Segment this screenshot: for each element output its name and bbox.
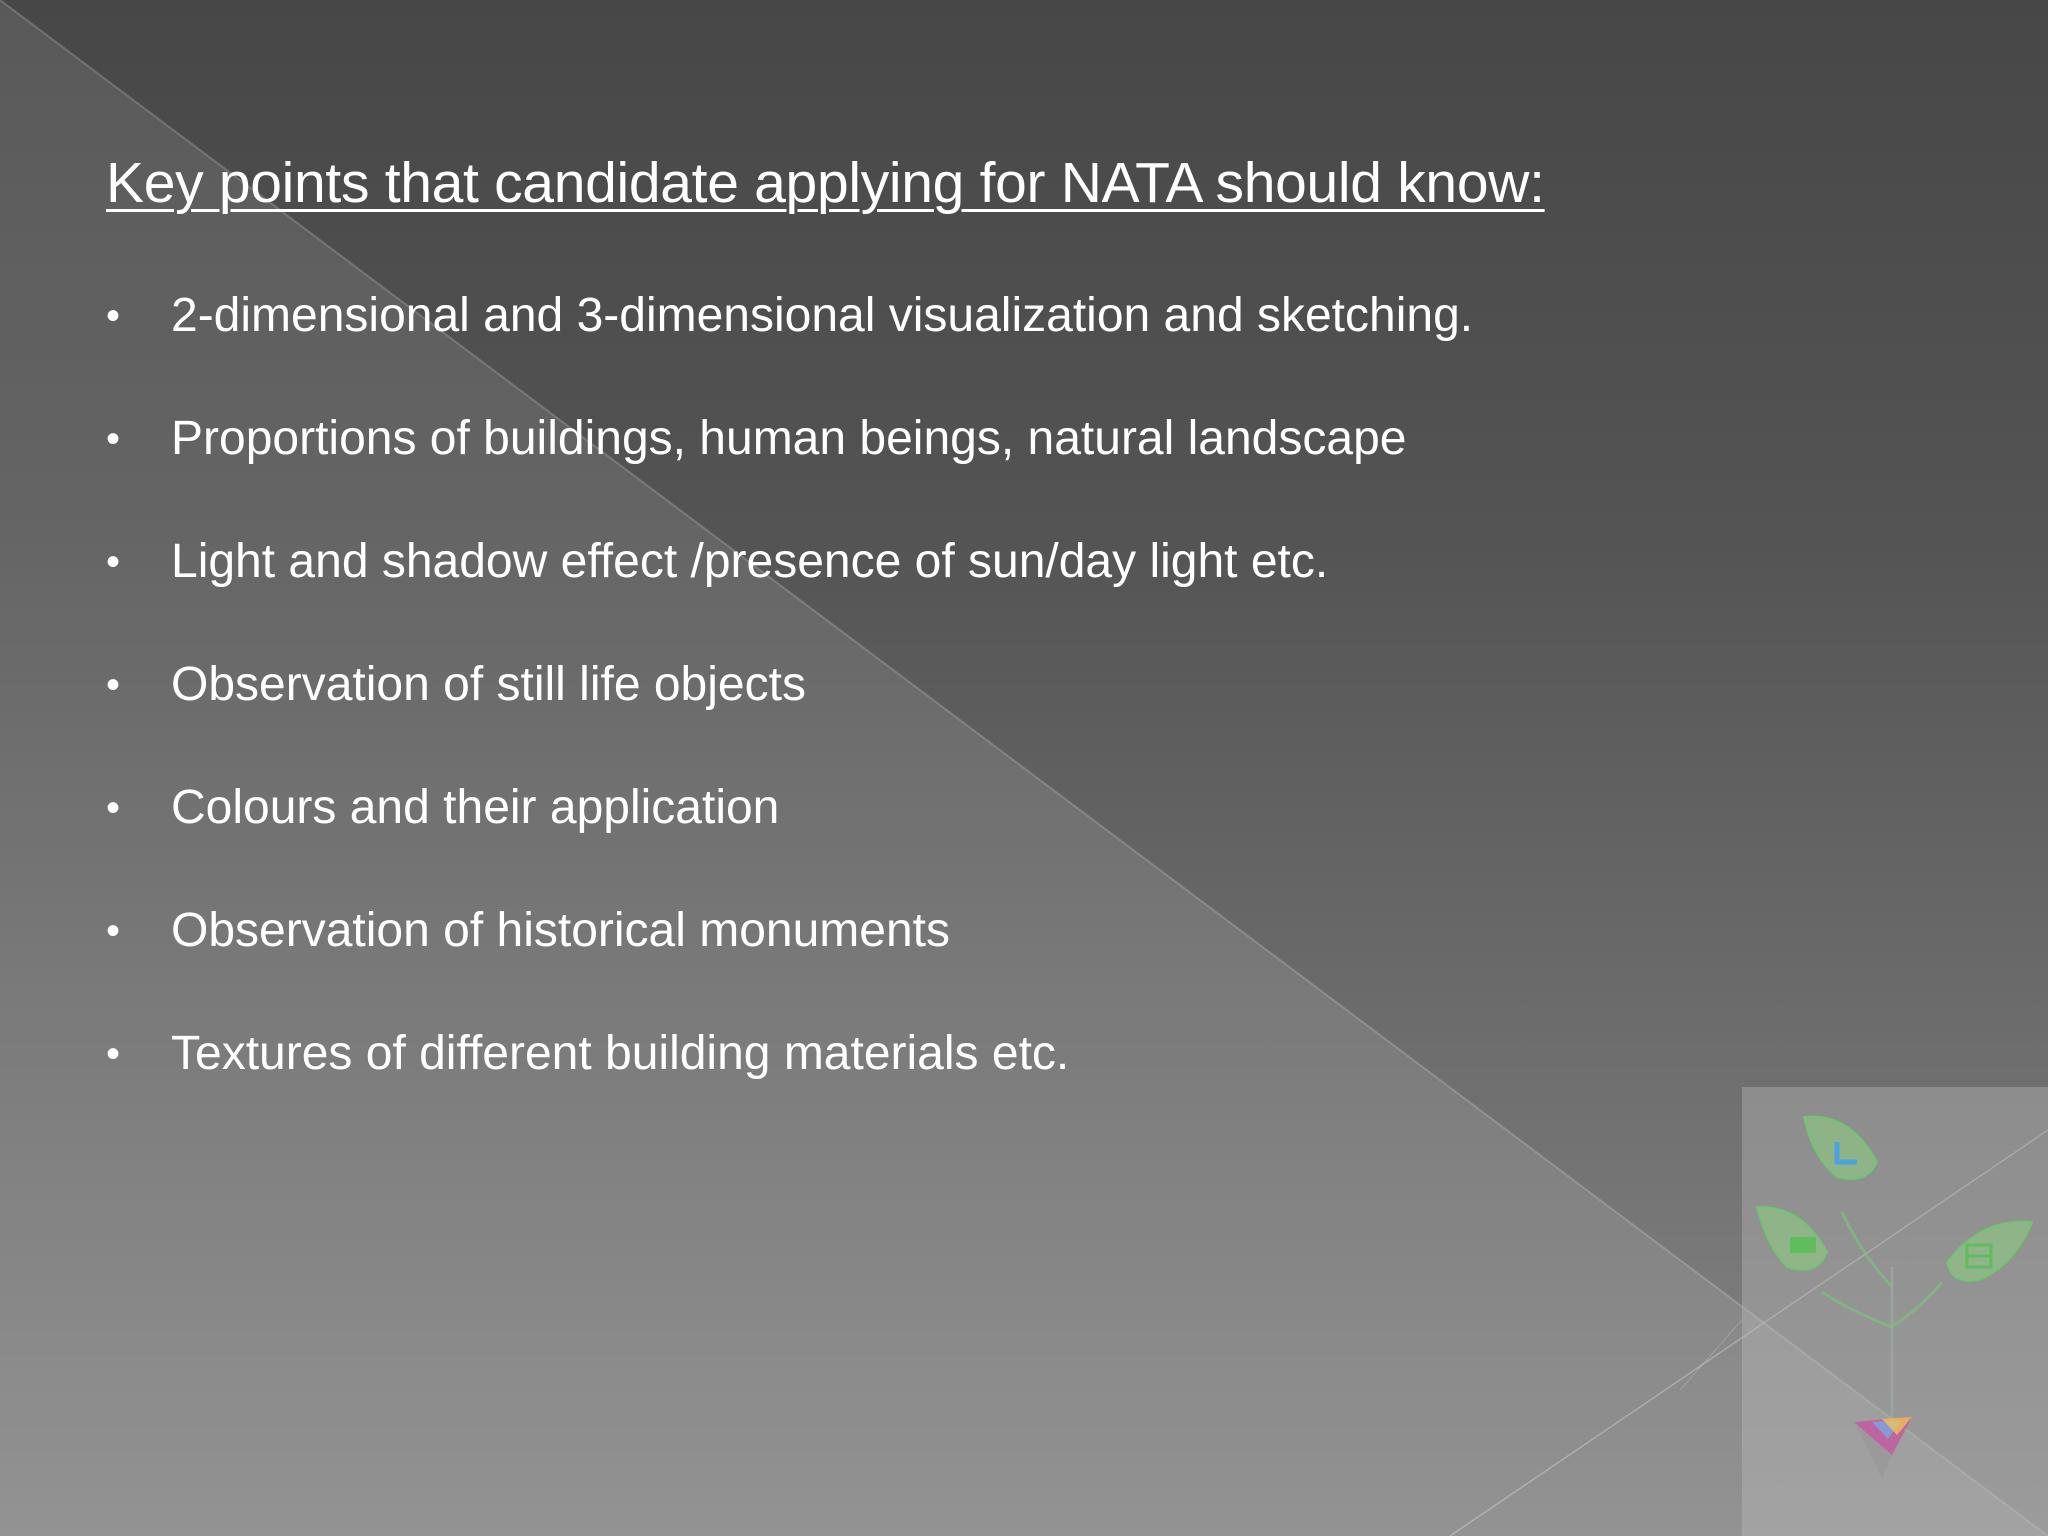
bullet-item	[106, 283, 1473, 406]
bullet-text: Colours and their application	[171, 781, 780, 834]
bullet-text: Textures of different building materials etc.	[171, 1027, 1070, 1080]
bullet-item	[106, 1021, 1473, 1144]
bullet-dot-icon: •	[106, 663, 121, 707]
bullet-dot-icon: •	[106, 786, 121, 830]
bullet-item	[106, 652, 1473, 775]
slide-title: Key points that candidate applying for NATA should know:	[106, 151, 1545, 215]
bullet-item	[106, 898, 1473, 1021]
bullet-item	[106, 775, 1473, 898]
bullet-text: Proportions of buildings, human beings, natural landscape	[171, 412, 1407, 465]
bullet-text: Observation of historical monuments	[171, 904, 951, 957]
bullet-item	[106, 529, 1473, 652]
bullet-text: Observation of still life objects	[171, 658, 806, 711]
leaf-tree-logo-icon	[1742, 1087, 2048, 1536]
bullet-dot-icon: •	[106, 417, 121, 461]
bullet-text: 2-dimensional and 3-dimensional visualization and sketching.	[171, 289, 1474, 342]
logo-watermark	[1742, 1087, 2048, 1536]
bullet-dot-icon: •	[106, 540, 121, 584]
bullet-item	[106, 406, 1473, 529]
bullet-dot-icon: •	[106, 909, 121, 953]
bullet-dot-icon: •	[106, 294, 121, 338]
bullet-list	[106, 283, 1473, 1144]
bullet-text: Light and shadow effect /presence of sun/day light etc.	[171, 535, 1329, 588]
bullet-dot-icon: •	[106, 1032, 121, 1076]
